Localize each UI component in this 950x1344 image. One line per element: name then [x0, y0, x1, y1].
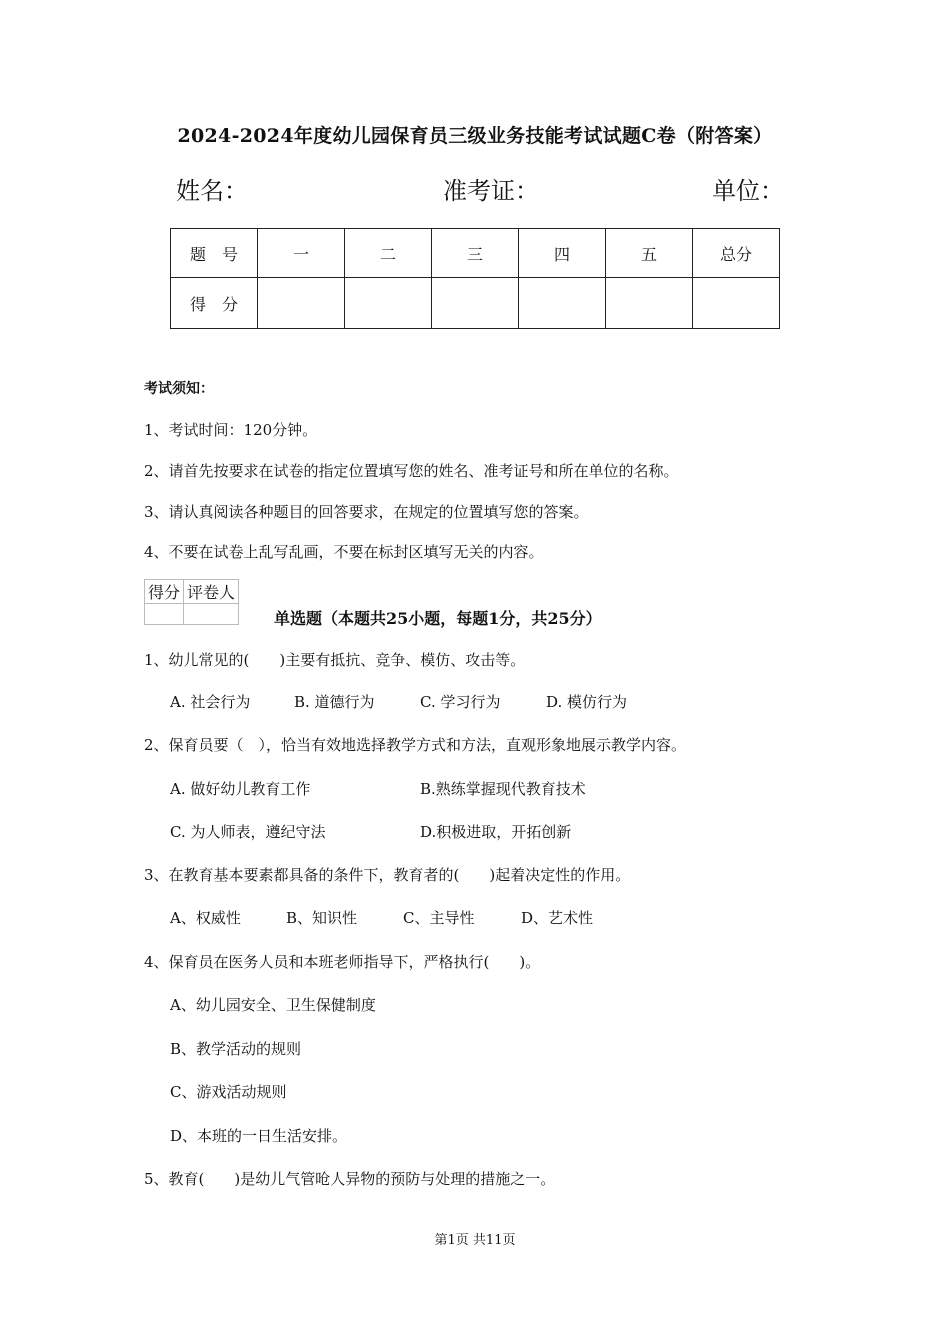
grader-name-cell	[184, 604, 239, 625]
question-stem: 4、保育员在医务人员和本班老师指导下，严格执行( )。	[144, 953, 541, 971]
question-option: C. 学习行为	[420, 693, 501, 711]
score-header-cell: 四	[519, 229, 606, 278]
notice-item: 2、请首先按要求在试卷的指定位置填写您的姓名、准考证号和所在单位的名称。	[144, 462, 679, 480]
question-option: B.熟练掌握现代教育技术	[420, 780, 586, 798]
score-header-cell: 总分	[693, 229, 780, 278]
question-option: D、本班的一日生活安排。	[170, 1127, 348, 1145]
page-title: 2024-2024年度幼儿园保育员三级业务技能考试试题C卷（附答案）	[177, 125, 773, 147]
exam-number-label: 准考证：	[443, 177, 539, 205]
question-option: A、权威性	[170, 909, 241, 927]
question-option: D. 模仿行为	[546, 693, 628, 711]
score-cell	[258, 278, 345, 329]
unit-label: 单位：	[712, 177, 784, 205]
score-header-cell: 五	[606, 229, 693, 278]
question-option: C、游戏活动规则	[170, 1083, 287, 1101]
score-header-cell: 三	[432, 229, 519, 278]
notice-item: 1、考试时间：120分钟。	[144, 421, 318, 439]
page-footer: 第1页 共11页	[434, 1233, 516, 1248]
score-cell	[693, 278, 780, 329]
notice-item: 3、请认真阅读各种题目的回答要求，在规定的位置填写您的答案。	[144, 503, 589, 521]
question-option: D.积极进取，开拓创新	[420, 823, 572, 841]
score-row-label: 得 分	[171, 278, 258, 329]
question-stem: 2、保育员要（ ），恰当有效地选择教学方式和方法，直观形象地展示教学内容。	[144, 736, 687, 754]
score-header-cell: 一	[258, 229, 345, 278]
notice-heading: 考试须知：	[144, 381, 214, 397]
notice-item: 4、不要在试卷上乱写乱画，不要在标封区填写无关的内容。	[144, 543, 544, 561]
question-option: C. 为人师表，遵纪守法	[170, 823, 326, 841]
name-label: 姓名：	[176, 177, 248, 205]
grader-box	[144, 579, 239, 625]
question-option: D、艺术性	[521, 909, 594, 927]
score-cell	[432, 278, 519, 329]
score-table	[170, 228, 780, 329]
question-option: C、主导性	[403, 909, 475, 927]
score-table-score-row	[171, 278, 780, 329]
grader-score-cell	[145, 604, 184, 625]
score-cell	[519, 278, 606, 329]
question-stem: 1、幼儿常见的( )主要有抵抗、竞争、模仿、攻击等。	[144, 651, 526, 669]
grader-name-label: 评卷人	[184, 580, 239, 604]
score-cell	[606, 278, 693, 329]
question-stem: 3、在教育基本要素都具备的条件下，教育者的( )起着决定性的作用。	[144, 866, 631, 884]
question-option: A. 做好幼儿教育工作	[170, 780, 311, 798]
question-option: A、幼儿园安全、卫生保健制度	[170, 996, 376, 1014]
score-cell	[345, 278, 432, 329]
question-option: B. 道德行为	[294, 693, 375, 711]
grader-score-label: 得分	[145, 580, 184, 604]
question-option: B、教学活动的规则	[170, 1040, 302, 1058]
score-header-cell: 二	[345, 229, 432, 278]
question-option: B、知识性	[286, 909, 358, 927]
score-header-cell: 题 号	[171, 229, 258, 278]
question-stem: 5、教育( )是幼儿气管呛人异物的预防与处理的措施之一。	[144, 1170, 556, 1188]
section-title: 单选题（本题共25小题，每题1分，共25分）	[274, 609, 602, 628]
score-table-header-row	[171, 229, 780, 278]
question-option: A. 社会行为	[170, 693, 251, 711]
